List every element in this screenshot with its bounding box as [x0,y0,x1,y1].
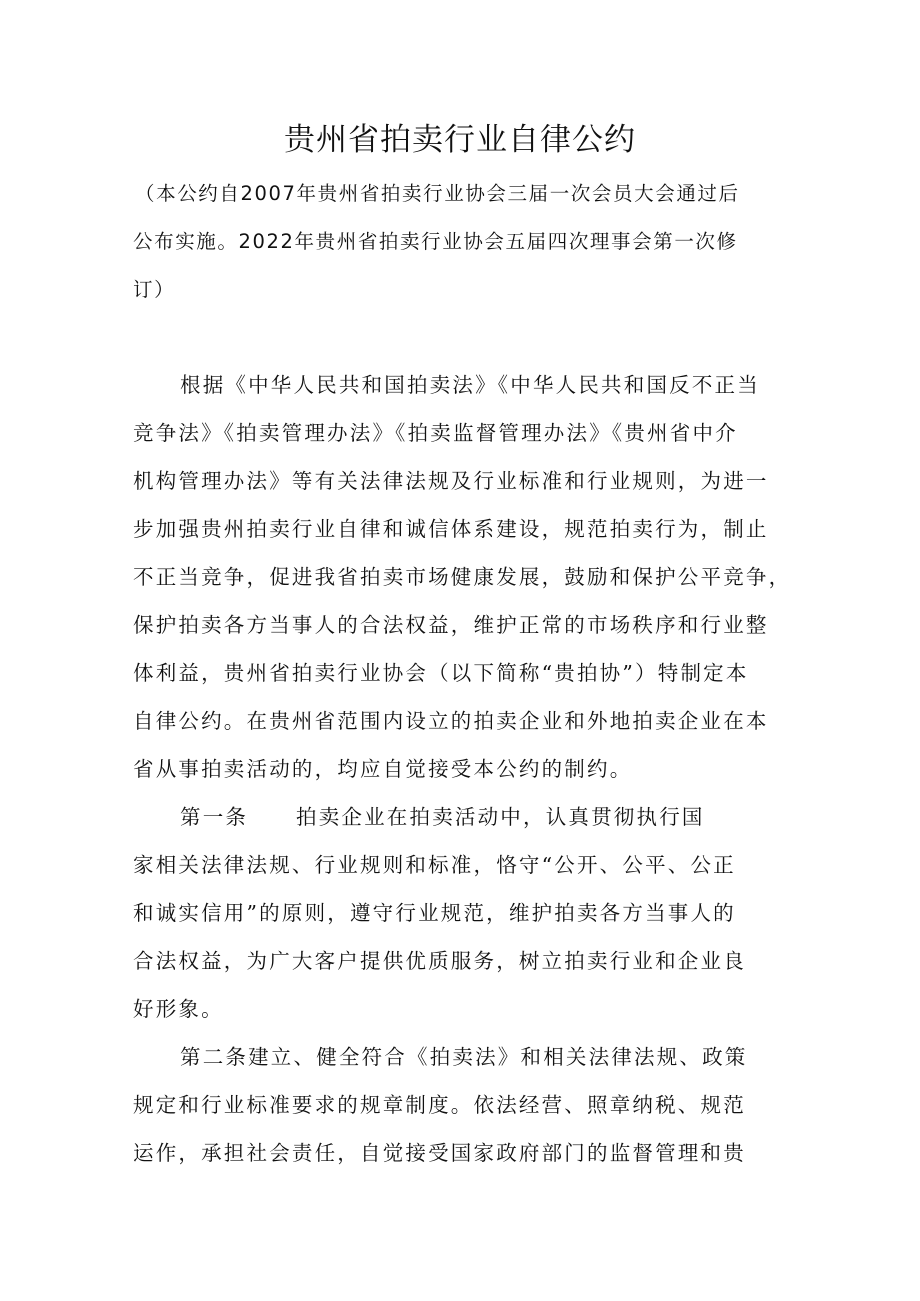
article-2-line-3: 运作，承担社会责任，自觉接受国家政府部门的监督管理和贵 [133,1141,746,1165]
preamble-line-5: 不正当竞争，促进我省拍卖市场健康发展，鼓励和保护公平竞争， [133,565,792,589]
note-line-1: （本公约自2007年贵州省拍卖行业协会三届一次会员大会通过后 [135,182,740,205]
preamble-line-6: 保护拍卖各方当事人的合法权益，维护正常的市场秩序和行业整 [133,613,769,637]
preamble-line-1: 根据《中华人民共和国拍卖法》《中华人民共和国反不正当 [180,373,760,397]
preamble-line-8: 自律公约。在贵州省范围内设立的拍卖企业和外地拍卖企业在本 [133,709,769,733]
article-1-heading: 第一条 [180,805,249,829]
article-1-first-line [180,802,705,832]
note-line-3: 订） [133,278,176,301]
article-1-line-1: 拍卖企业在拍卖活动中，认真贯彻执行国 [296,805,705,829]
article-1-line-2: 家相关法律法规、行业规则和标准，恪守“公开、公平、公正 [133,853,736,877]
article-1-line-5: 好形象。 [133,997,224,1021]
article-2-line-2: 规定和行业标准要求的规章制度。依法经营、照章纳税、规范 [133,1093,746,1117]
article-1-line-3: 和诚实信用”的原则，遵守行业规范，维护拍卖各方当事人的 [133,901,736,925]
preamble-line-3: 机构管理办法》等有关法律法规及行业标准和行业规则，为进一 [133,469,769,493]
preamble-line-7: 体利益，贵州省拍卖行业协会（以下简称“贵拍协”）特制定本 [133,661,749,685]
preamble-line-2: 竞争法》《拍卖管理办法》《拍卖监督管理办法》《贵州省中介 [133,421,738,445]
article-1-line-4: 合法权益，为广大客户提供优质服务，树立拍卖行业和企业良 [133,949,746,973]
note-line-2: 公布实施。2022年贵州省拍卖行业协会五届四次理事会第一次修 [133,230,738,253]
preamble-line-9: 省从事拍卖活动的，均应自觉接受本公约的制约。 [133,757,633,781]
article-2-line-1: 第二条建立、健全符合《拍卖法》和相关法律法规、政策 [180,1045,748,1069]
document-title: 贵州省拍卖行业自律公约 [284,122,636,158]
preamble-line-4: 步加强贵州拍卖行业自律和诚信体系建设，规范拍卖行为，制止 [133,517,769,541]
